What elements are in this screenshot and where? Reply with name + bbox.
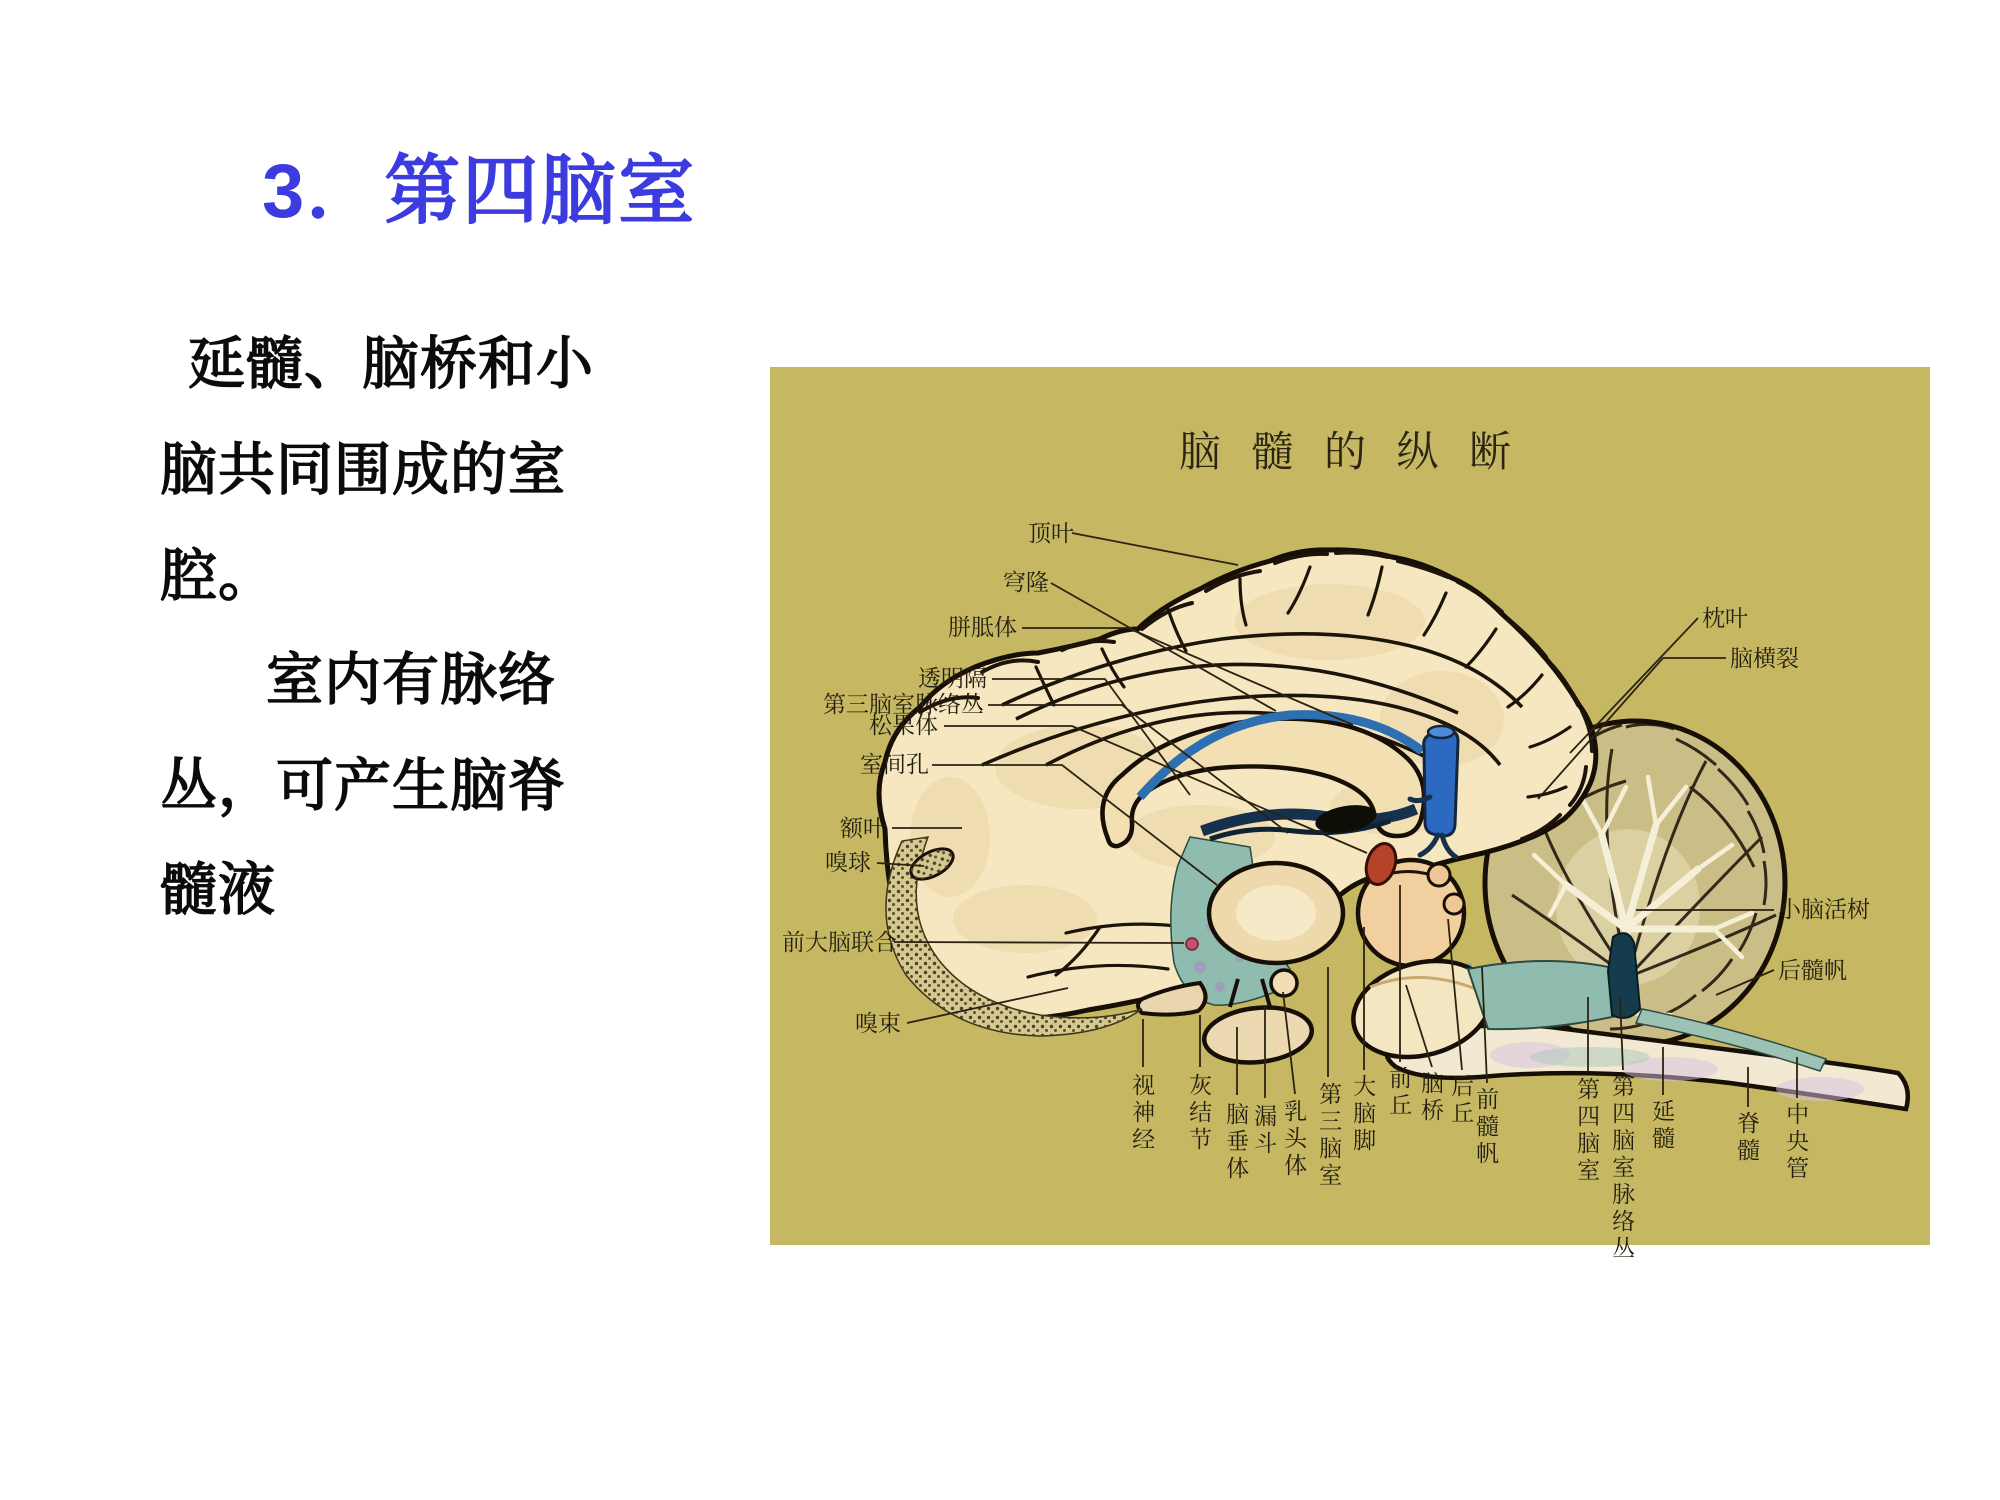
label-posterior-velum: 后髓帆 [1778, 958, 1847, 983]
label-anterior-commissure: 前大脑联合 [782, 930, 897, 955]
label-pineal-body: 松果体 [869, 713, 938, 738]
anterior-commissure-shape [1186, 938, 1198, 950]
label-cerebral-peduncle: 大脑脚 [1350, 1074, 1376, 1155]
body-text-line: 丛，可产生脑脊 [160, 754, 566, 818]
body-text-line: 腔。 [160, 544, 276, 608]
label-interventricular-foramen: 室间孔 [860, 752, 929, 777]
label-olfactory-bulb: 嗅球 [825, 850, 871, 875]
body-text-line: 延髓、脑桥和小 [188, 332, 594, 396]
label-arbor-vitae: 小脑活树 [1778, 897, 1870, 922]
label-corpus-callosum: 胼胝体 [948, 615, 1017, 640]
label-pituitary: 脑垂体 [1223, 1102, 1249, 1183]
label-tuber-cinereum: 灰结节 [1186, 1073, 1212, 1154]
label-inferior-colliculus: 后丘 [1448, 1074, 1474, 1128]
fourth-ventricle-choroid-shape [1608, 933, 1640, 1018]
label-pons: 脑桥 [1418, 1071, 1444, 1125]
label-septum-pellucidum: 透明隔 [918, 666, 987, 691]
label-superior-colliculus: 前丘 [1386, 1066, 1412, 1120]
label-transverse-fissure: 脑横裂 [1730, 646, 1799, 671]
label-fourth-ventricle-choroid: 第四脑室脉络丛 [1609, 1074, 1635, 1263]
page-title: 3．第四脑室 [262, 149, 697, 234]
label-central-canal: 中央管 [1783, 1102, 1809, 1183]
label-mammillary-body: 乳头体 [1281, 1099, 1307, 1180]
label-frontal-lobe: 额叶 [840, 816, 886, 841]
label-anterior-velum: 前髓帆 [1473, 1087, 1499, 1168]
mammillary-body-shape [1271, 970, 1297, 996]
thalamus-shape [1209, 863, 1343, 963]
label-occipital-lobe: 枕叶 [1702, 606, 1748, 631]
label-optic-nerve: 视神经 [1129, 1073, 1155, 1154]
label-parietal-lobe: 顶叶 [1028, 521, 1074, 546]
label-fourth-ventricle: 第四脑室 [1574, 1077, 1600, 1185]
body-text-line: 髓液 [160, 858, 276, 922]
label-third-ventricle: 第三脑室 [1316, 1082, 1342, 1190]
label-olfactory-tract: 嗅束 [855, 1011, 901, 1036]
label-spinal-cord: 脊髓 [1734, 1111, 1760, 1165]
label-infundibulum: 漏斗 [1251, 1104, 1277, 1158]
body-text-line: 脑共同围成的室 [160, 438, 566, 502]
label-fornix: 穹隆 [1003, 570, 1049, 595]
body-text-line: 室内有脉络 [266, 648, 556, 712]
label-third-ventricle-choroid: 第三脑室脉络丛 [823, 692, 984, 717]
figure-title: 脑 髓 的 纵 断 [1178, 430, 1521, 476]
label-medulla: 延髓 [1649, 1099, 1675, 1153]
brain-sagittal-figure [770, 367, 1930, 1263]
